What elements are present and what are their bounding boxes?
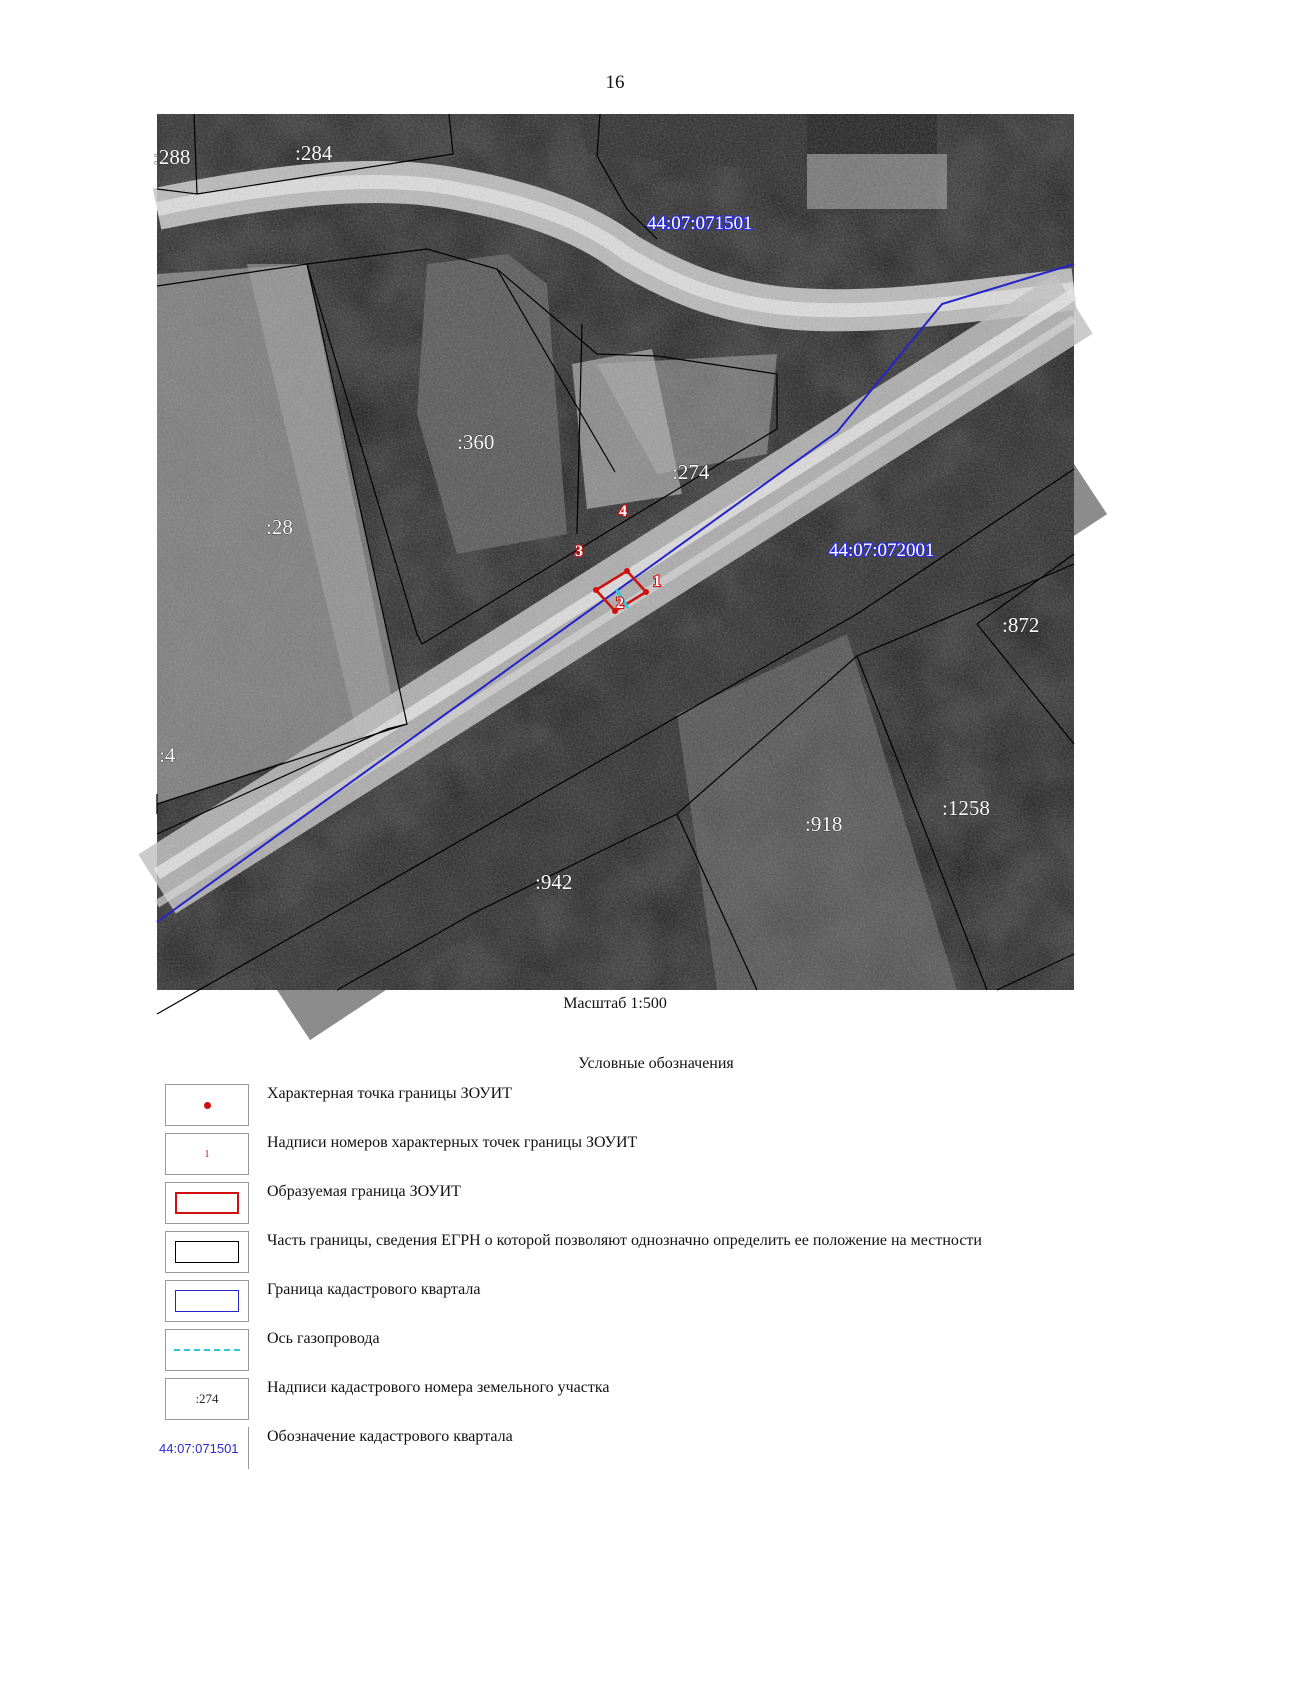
legend-text: Ось газопровода [267,1330,380,1347]
legend-text: Часть границы, сведения ЕГРН о которой позволяют однозначно определить ее положение на местности [267,1232,982,1249]
legend-text: Надписи номеров характерных точек границы ЗОУИТ [267,1134,638,1151]
parcel-label: :274 [672,460,710,484]
legend-text: Образуемая граница ЗОУИТ [267,1183,461,1200]
red-point-icon [204,1102,211,1109]
point-number-label: 3 [575,543,583,560]
legend-text: Обозначение кадастрового квартала [267,1428,513,1445]
point-number-label: 1 [653,573,661,590]
parcel-label: :942 [535,870,573,894]
point-number-label: 2 [616,595,624,612]
parcel-label: :28 [266,515,293,539]
quarter-label: 44:07:071501 [647,213,753,234]
cyan-dashed-line-icon [174,1349,240,1351]
point-number-label: 4 [619,503,627,520]
page-number: 16 [605,72,625,93]
legend-symbol [165,1231,249,1273]
legend-symbol [165,1329,249,1371]
parcel-label: :4 [159,743,176,767]
scale-caption: Масштаб 1:500 [563,995,667,1012]
cadastral-map [153,114,1074,990]
zouit-point-4 [624,568,630,574]
parcel-label: :360 [457,430,495,454]
legend-symbol [165,1133,249,1175]
legend-symbol [165,1280,249,1322]
map-svg [153,114,1074,990]
parcel-label: :288 [153,145,191,169]
legend-symbol [165,1378,249,1420]
parcel-label: :1258 [942,796,990,820]
parcel-number-sample: :274 [195,1391,219,1406]
red-rectangle-icon [175,1192,239,1214]
parcel-label: :918 [805,812,843,836]
parcel-label: :872 [1002,613,1040,637]
black-rectangle-icon [175,1241,239,1263]
blue-rectangle-icon [175,1290,239,1312]
legend-title: Условные обозначения [578,1055,734,1072]
quarter-label: 44:07:072001 [829,540,935,561]
legend-text: Надписи кадастрового номера земельного участка [267,1379,610,1396]
legend-symbol [165,1084,249,1126]
zouit-point-1 [643,589,649,595]
zouit-point-3 [593,587,599,593]
legend-symbol [165,1182,249,1224]
quarter-number-sample: 44:07:071501 [159,1440,239,1456]
legend-text: Граница кадастрового квартала [267,1281,481,1298]
legend-text: Характерная точка границы ЗОУИТ [267,1085,512,1102]
legend-symbol [159,1427,249,1469]
parcel-label: :284 [295,141,333,165]
point-number-sample: 1 [204,1148,210,1160]
